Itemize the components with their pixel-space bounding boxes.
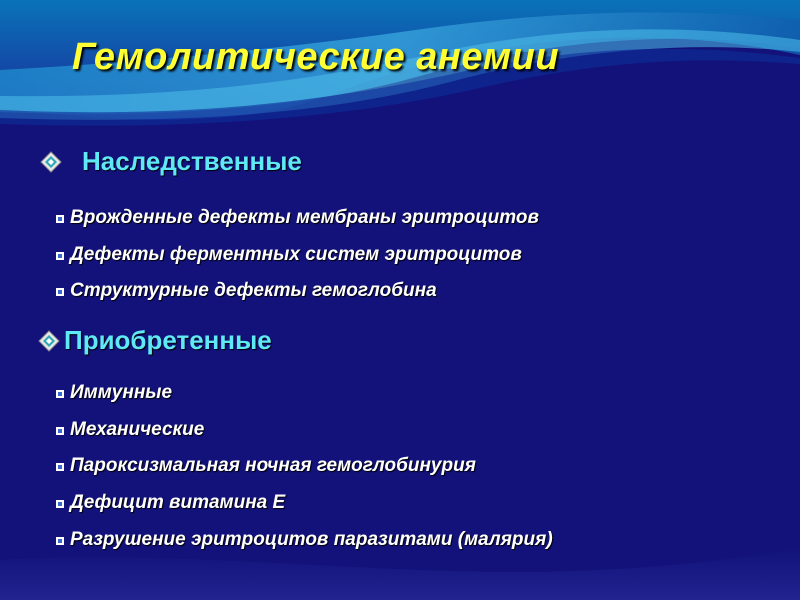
square-bullet-icon — [56, 463, 64, 471]
list-item-label: Дефицит витамина Е — [70, 492, 286, 514]
list-item-label: Иммунные — [70, 382, 173, 404]
slide-title: Гемолитические анемии — [72, 36, 560, 78]
hereditary-list — [56, 200, 539, 310]
square-bullet-icon — [56, 537, 64, 545]
section-heading-label: Приобретенные — [64, 325, 272, 355]
list-item-label: Структурные дефекты гемоглобина — [70, 280, 437, 302]
list-item-label: Дефекты ферментных систем эритроцитов — [70, 243, 522, 265]
list-item — [56, 412, 553, 449]
list-item — [56, 237, 539, 274]
acquired-list — [56, 375, 553, 558]
list-item — [56, 521, 553, 558]
square-bullet-icon — [56, 252, 64, 260]
square-bullet-icon — [56, 500, 64, 508]
list-item-label: Пароксизмальная ночная гемоглобинурия — [70, 455, 476, 477]
section-heading-hereditary — [40, 146, 302, 177]
list-item — [56, 485, 553, 522]
square-bullet-icon — [56, 427, 64, 435]
square-bullet-icon — [56, 390, 64, 398]
list-item-label: Врожденные дефекты мембраны эритроцитов — [70, 207, 539, 229]
list-item — [56, 273, 539, 310]
square-bullet-icon — [56, 288, 64, 296]
diamond-bullet-icon — [40, 151, 62, 173]
diamond-bullet-icon — [38, 330, 60, 352]
list-item — [56, 375, 553, 412]
square-bullet-icon — [56, 215, 64, 223]
section-heading-acquired — [38, 325, 272, 356]
list-item-label: Разрушение эритроцитов паразитами (малярия) — [70, 528, 553, 550]
section-heading-label: Наследственные — [82, 146, 302, 176]
list-item-label: Механические — [70, 418, 205, 440]
list-item — [56, 200, 539, 237]
list-item — [56, 448, 553, 485]
